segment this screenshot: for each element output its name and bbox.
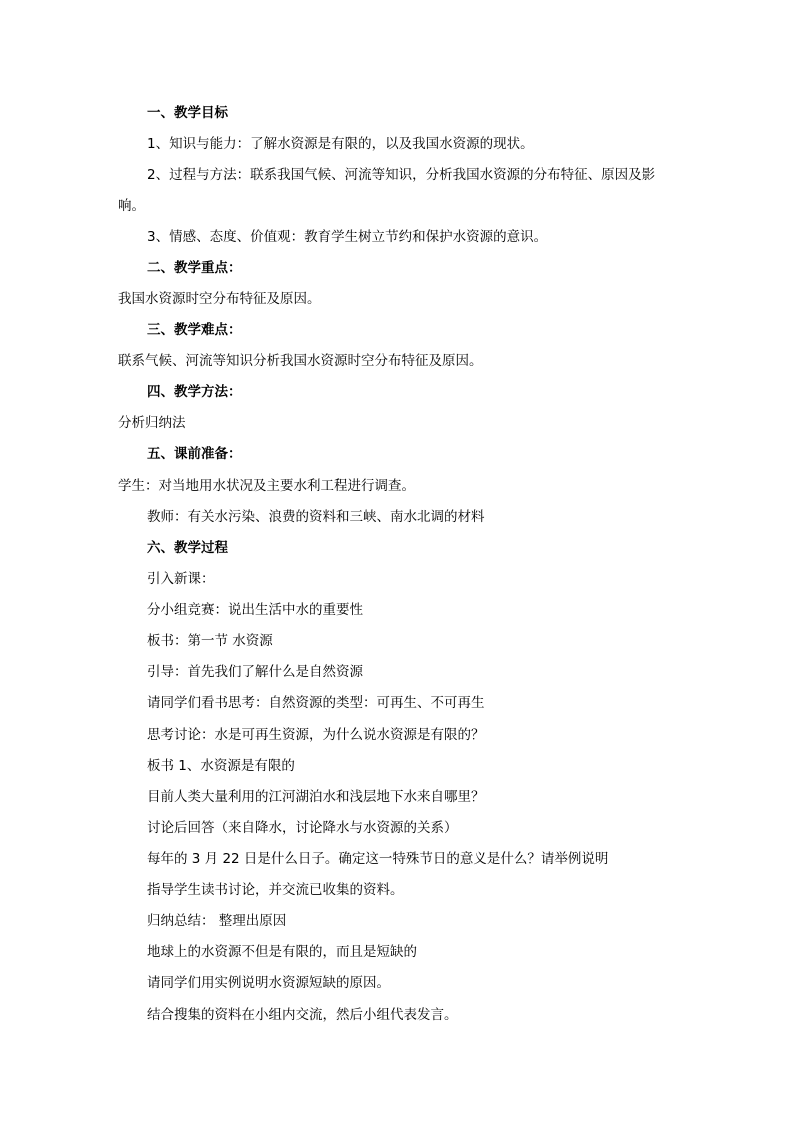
process-line: 每年的 3 月 22 日是什么日子。确定这一特殊节日的意义是什么？请举例说明: [147, 851, 609, 867]
section-heading-methods: 四、教学方法：: [147, 384, 242, 400]
preparation-teacher: 教师：有关水污染、浪费的资料和三峡、南水北调的材料: [147, 509, 485, 525]
section-heading-process: 六、教学过程: [147, 540, 228, 556]
process-line: 请同学们用实例说明水资源短缺的原因。: [147, 975, 390, 991]
process-line: 归纳总结： 整理出原因: [147, 913, 287, 929]
process-line: 思考讨论：水是可再生资源，为什么说水资源是有限的？: [147, 727, 485, 743]
process-line: 分小组竞赛：说出生活中水的重要性: [147, 602, 363, 618]
methods-text: 分析归纳法: [118, 415, 186, 431]
section-heading-preparation: 五、课前准备：: [147, 446, 242, 462]
process-line: 结合搜集的资料在小组内交流，然后小组代表发言。: [147, 1007, 458, 1023]
objective-attitude: 3、情感、态度、价值观：教育学生树立节约和保护水资源的意识。: [147, 229, 548, 245]
process-line: 板书：第一节 水资源: [147, 633, 273, 649]
section-heading-difficulties: 三、教学难点：: [147, 322, 242, 338]
objective-process: 2、过程与方法：联系我国气候、河流等知识，分析我国水资源的分布特征、原因及影: [147, 167, 656, 183]
section-heading-objectives: 一、教学目标: [147, 105, 228, 121]
section-heading-key-points: 二、教学重点：: [147, 260, 242, 276]
objective-knowledge: 1、知识与能力：了解水资源是有限的，以及我国水资源的现状。: [147, 136, 534, 152]
difficulties-text: 联系气候、河流等知识分析我国水资源时空分布特征及原因。: [118, 353, 483, 369]
process-line: 指导学生读书讨论，并交流已收集的资料。: [147, 882, 404, 898]
process-line: 引导：首先我们了解什么是自然资源: [147, 664, 363, 680]
process-line: 地球上的水资源不但是有限的，而且是短缺的: [147, 944, 417, 960]
objective-process-continued: 响。: [118, 198, 145, 214]
process-line: 请同学们看书思考：自然资源的类型：可再生、不可再生: [147, 695, 485, 711]
process-line: 引入新课：: [147, 571, 215, 587]
preparation-students: 学生：对当地用水状况及主要水利工程进行调查。: [118, 478, 415, 494]
process-line: 目前人类大量利用的江河湖泊水和浅层地下水来自哪里？: [147, 789, 485, 805]
process-line: 讨论后回答（来自降水，讨论降水与水资源的关系）: [147, 820, 458, 836]
process-line: 板书 1、水资源是有限的: [147, 758, 295, 774]
key-points-text: 我国水资源时空分布特征及原因。: [118, 291, 321, 307]
